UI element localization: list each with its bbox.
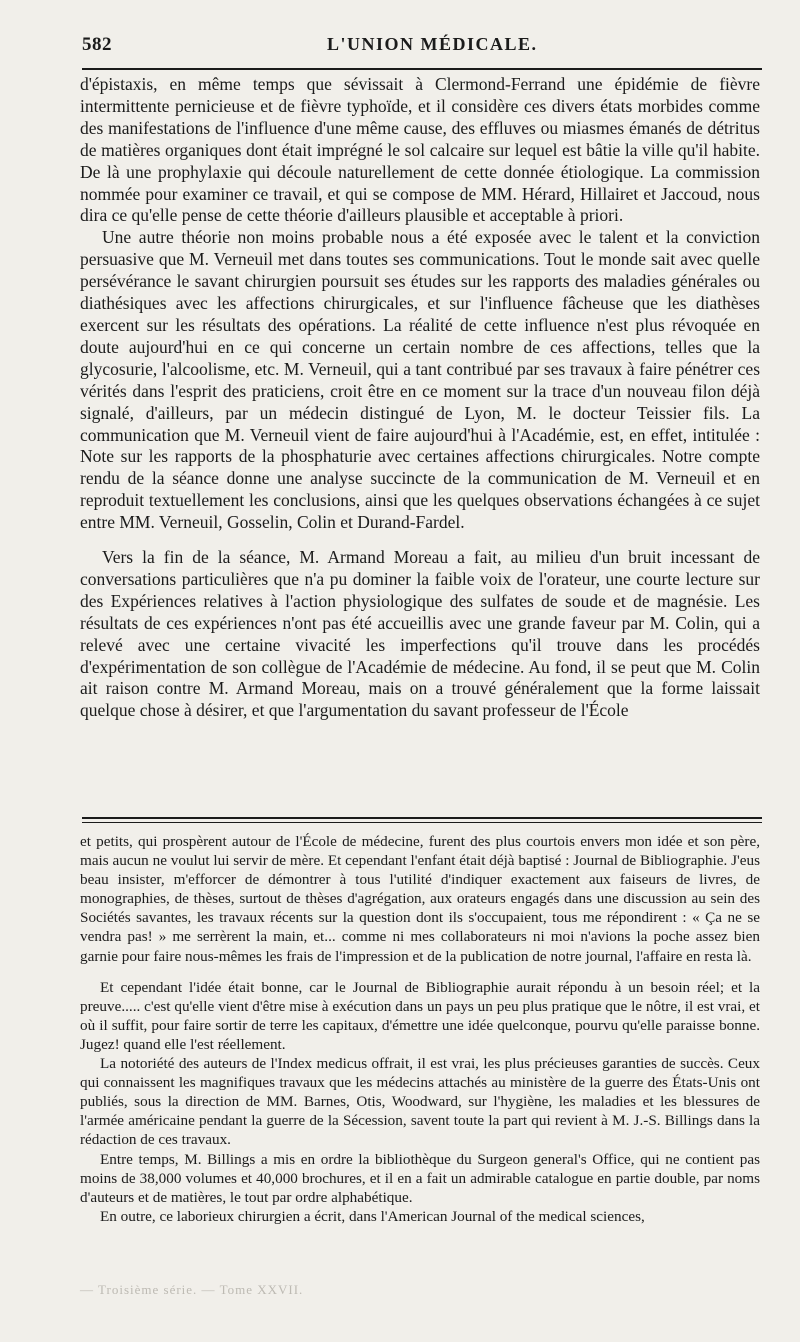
page-number: 582 [82, 34, 112, 55]
main-text [80, 74, 760, 722]
header-rule [82, 68, 762, 70]
main-paragraph-2: Une autre théorie non moins probable nous a été exposée avec le talent et la conviction persuasive que M. Verneuil met dans toutes ses communications. Tout le monde sait avec quelle persévérance le savant chirurgien poursuit ses études sur les rapports des maladies générales ou diathésiques avec les affections chirurgicales, et sur l'influence fâcheuse que les diathèses exercent sur les résultats des opérations. La réalité de cette influence n'est plus révoquée en doute aujourd'hui en ce qui concerne un certain nombre de ces affections, telles que la glycosurie, l'alcoolisme, etc. M. Verneuil, qui a tant contribué par ses travaux à faire pénétrer ces vérités dans l'esprit des praticiens, croit être en ce moment sur la trace d'un nouveau filon déjà signalé, d'ailleurs, par un médecin distingué de Lyon, M. le docteur Teissier fils. La communication que M. Verneuil vient de faire aujourd'hui à l'Académie, est, en effet, intitulée : Note sur les rapports de la phosphaturie avec certaines affections chirurgicales. Notre compte rendu de la séance donne une analyse succincte de la communication de M. Verneuil et en reproduit textuellement les conclusions, ainsi que les quelques observations échangées à ce sujet entre MM. Verneuil, Gosselin, Colin et Durand-Fardel. [80, 227, 760, 533]
main-paragraph-3: Vers la fin de la séance, M. Armand Moreau a fait, au milieu d'un bruit incessant de conversations particulières que n'a pu dominer la faible voix de l'orateur, une courte lecture sur des Expériences relatives à l'action physiologique des sulfates de soude et de magnésie. Les résultats de ces expériences n'ont pas été accueillis avec une grande faveur par M. Colin, qui a relevé avec une certaine vivacité les imperfections qu'il trouve dans les procédés d'expérimentation de son collègue de l'Académie de médecine. Au fond, il se peut que M. Colin ait raison contre M. Armand Moreau, mais on a trouvé généralement que la forme laissait quelque chose à désirer, et que l'argumentation du savant professeur de l'École [80, 547, 760, 721]
footnote-paragraph-1: et petits, qui prospèrent autour de l'École de médecine, furent des plus courtois envers mon idée et son père, mais aucun ne voulut lui servir de mère. Et cependant l'enfant était déjà baptisé : Journal de Bibliographie. J'eus beau insister, m'efforcer de démontrer à tous l'utilité d'indiquer exactement aux faiseurs de livres, de monographies, de thèses, surtout de thèses d'agrégation, aux orateurs engagés dans une discussion au sein des Sociétés savantes, les travaux récents sur la question dont ils s'occupaient, tous me répondirent : « Ça ne se vendra pas! » me serrèrent la main, et... comme ni mes collaborateurs ni moi n'avions la poche assez bien garnie pour faire nous-mêmes les frais de l'impression et de la publication de notre journal, l'affaire en resta là. [80, 833, 760, 965]
footnote-paragraph-2: Et cependant l'idée était bonne, car le Journal de Bibliographie aurait répondu à un besoin réel; et la preuve..... c'est qu'elle vient d'être mise à exécution dans un pays un peu plus pratique que le nôtre, il est vrai, et où il suffit, pour faire sortir de terre les capitaux, d'émettre une idée quelconque, pourvu qu'elle paraisse bonne. Jugez! quand elle l'est réellement. [80, 978, 760, 1053]
page-header [82, 30, 762, 64]
footnote-separator [82, 817, 762, 823]
footnote-paragraph-5: En outre, ce laborieux chirurgien a écrit, dans l'American Journal of the medical sciences, [100, 1207, 645, 1225]
bleed-through-mark: — Troisième série. — Tome XXVII. [80, 1282, 304, 1297]
footnote-text [80, 832, 760, 1226]
footnote-paragraph-4: Entre temps, M. Billings a mis en ordre la bibliothèque du Surgeon general's Office, qui ne contient pas moins de 38,000 volumes et 40,000 brochures, et il en a fait un admirable catalogue en partie double, par noms d'auteurs et de matières, le tout par ordre alphabétique. [80, 1150, 760, 1206]
running-title: L'UNION MÉDICALE. [327, 34, 538, 54]
footnote-paragraph-3: La notoriété des auteurs de l'Index medicus offrait, il est vrai, les plus précieuses garanties de succès. Ceux qui connaissent les magnifiques travaux que les médecins attachés au ministère de la guerre des États-Unis ont publiés, sous la direction de MM. Barnes, Otis, Woodward, sur l'hygiène, les maladies et les blessures de l'armée américaine pendant la guerre de la Sécession, savent toute la part qui revient à M. J.-S. Billings dans la rédaction de ces travaux. [80, 1055, 760, 1149]
main-paragraph-1: d'épistaxis, en même temps que sévissait à Clermond-Ferrand une épidémie de fièvre intermittente pernicieuse et de fièvre typhoïde, et il considère ces divers états morbides comme des manifestations de l'influence d'une même cause, des effluves ou miasmes émanés de détritus de matières organiques dont était imprégné le sol calcaire sur lequel est bâtie la ville qu'il habite. De là une prophylaxie qui découle naturellement de cette donnée étiologique. La commission nommée pour examiner ce travail, et qui se compose de MM. Hérard, Hillairet et Jaccoud, nous dira ce qu'elle pense de cette théorie d'ailleurs plausible et acceptable à priori. [80, 74, 760, 226]
